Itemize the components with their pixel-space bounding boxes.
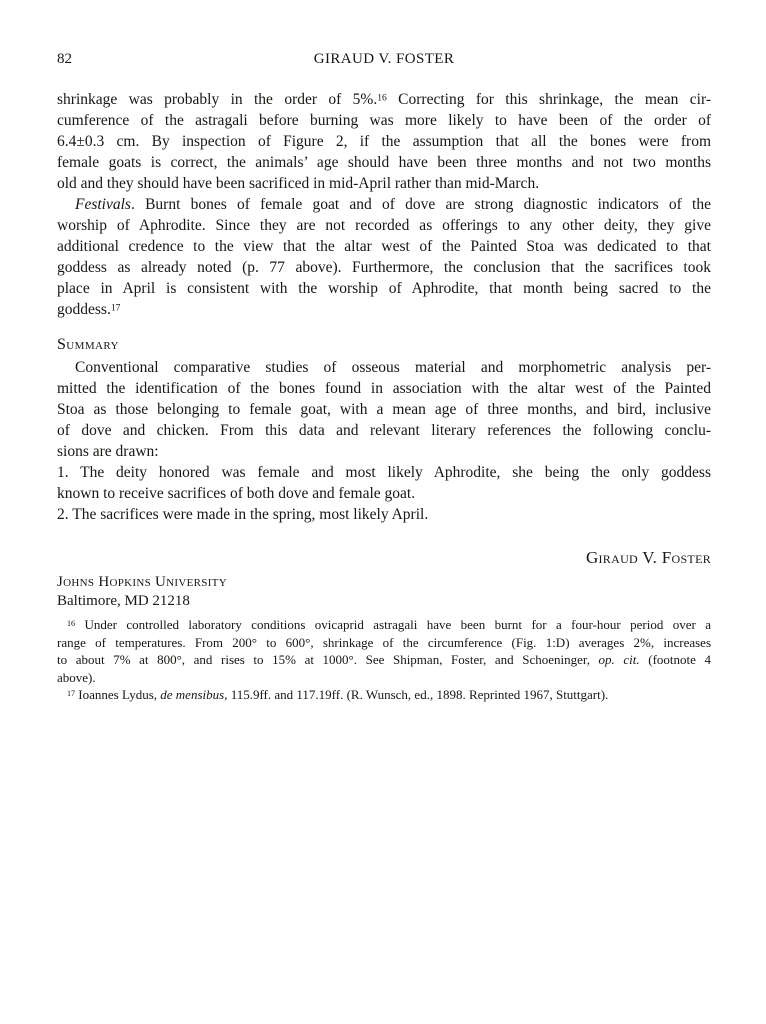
- text-segment: 2. The sacrifices were made in the spring, most likely April.: [57, 506, 429, 523]
- text-segment: 6.4±0.3 cm. By inspection of Figure 2, if the assumption that all the bones were from: [57, 133, 711, 150]
- footnote-marker: 16: [67, 618, 76, 628]
- text-segment: old and they should have been sacrificed in mid-April rather than mid-March.: [57, 175, 540, 192]
- text-segment: range of temperatures. From 200° to 600°, shrinkage of the circumference (Fig. 1:D) averages 2%, increases: [57, 634, 711, 650]
- text-line: [57, 616, 711, 634]
- text-segment: known to receive sacrifices of both dove and female goat.: [57, 485, 416, 502]
- text-line: [57, 399, 711, 420]
- page-number: 82: [57, 51, 72, 67]
- text-line: [57, 378, 711, 399]
- text-line: [57, 89, 711, 110]
- text-segment: additional credence to the view that the altar west of the Painted Stoa was dedicated to that: [57, 238, 711, 255]
- text-segment: de mensibus: [160, 687, 225, 702]
- body-paragraphs: [57, 89, 711, 320]
- text-segment: . Burnt bones of female goat and of dove are strong diagnostic indicators of the: [130, 196, 711, 213]
- text-line: [57, 257, 711, 278]
- footnote-marker: 17: [67, 688, 76, 698]
- text-segment: mitted the identification of the bones found in association with the altar west of the Painted: [57, 380, 711, 397]
- text-line: [57, 152, 711, 173]
- text-line: [57, 462, 711, 483]
- text-line: [57, 420, 711, 441]
- page-header: [57, 51, 711, 71]
- affiliation: [57, 573, 711, 611]
- text-line: [57, 634, 711, 652]
- footnote-marker: 16: [377, 92, 387, 104]
- summary-heading: Summary: [57, 336, 119, 353]
- text-segment: sions are drawn:: [57, 443, 159, 460]
- text-segment: 1. The deity honored was female and most likely Aphrodite, she being the only goddess: [57, 464, 711, 481]
- text-segment: of dove and chicken. From this data and relevant literary references the following conclu-: [57, 422, 711, 439]
- text-segment: worship of Aphrodite. Since they are not recorded as offerings to any other deity, they give: [57, 217, 711, 234]
- text-segment: Correcting for this shrinkage, the mean cir-: [386, 91, 712, 108]
- text-segment: cumference of the astragali before burning was more likely to have been of the order of: [57, 112, 711, 129]
- text-line: [57, 215, 711, 236]
- text-line: [57, 441, 711, 462]
- text-line: [57, 299, 711, 320]
- text-line: [57, 357, 711, 378]
- text-segment: op. cit.: [598, 652, 640, 667]
- text-line: [57, 131, 711, 152]
- author-signature: Giraud V. Foster: [585, 548, 711, 567]
- text-line: [57, 236, 711, 257]
- text-line: [57, 278, 711, 299]
- footnotes-section: [57, 616, 711, 704]
- text-segment: Festivals: [75, 196, 131, 213]
- text-segment: place in April is consistent with the worship of Aphrodite, that month being sacred to the: [57, 280, 711, 297]
- text-segment: Stoa as those belonging to female goat, with a mean age of three months, and bird, inclusive: [57, 401, 711, 418]
- text-segment: shrinkage was probably in the order of 5%.: [57, 91, 378, 108]
- text-line: [57, 504, 711, 525]
- text-line: [57, 194, 711, 215]
- text-line: [57, 173, 711, 194]
- text-line: [57, 110, 711, 131]
- text-segment: above).: [57, 669, 96, 685]
- text-line: [57, 686, 711, 704]
- text-segment: goddess.: [57, 301, 111, 318]
- text-line: [57, 483, 711, 504]
- text-segment: Conventional comparative studies of osseous material and morphometric analysis per-: [75, 359, 711, 376]
- address-line: Baltimore, MD 21218: [57, 593, 190, 609]
- summary-paragraph: [57, 357, 711, 525]
- text-line: [57, 669, 711, 687]
- footnote-marker: 17: [110, 302, 121, 314]
- text-segment: (footnote 4: [639, 652, 711, 667]
- institution-line: Johns Hopkins University: [57, 574, 227, 590]
- text-segment: Under controlled laboratory conditions ovicaprid astragali have been burnt for a four-hour period over a: [75, 617, 711, 632]
- text-segment: female goats is correct, the animals’ age should have been three months and not two months: [57, 154, 711, 171]
- text-segment: , 115.9ff. and 117.19ff. (R. Wunsch, ed., 1898. Reprinted 1967, Stuttgart).: [224, 687, 609, 702]
- text-segment: to about 7% at 800°, and rises to 15% at 1000°. See Shipman, Foster, and Schoeninger,: [57, 652, 599, 667]
- text-line: [57, 651, 711, 669]
- text-segment: goddess as already noted (p. 77 above). Furthermore, the conclusion that the sacrifices took: [57, 259, 711, 276]
- running-title: GIRAUD V. FOSTER: [313, 51, 455, 67]
- text-segment: Ioannes Lydus,: [75, 687, 161, 702]
